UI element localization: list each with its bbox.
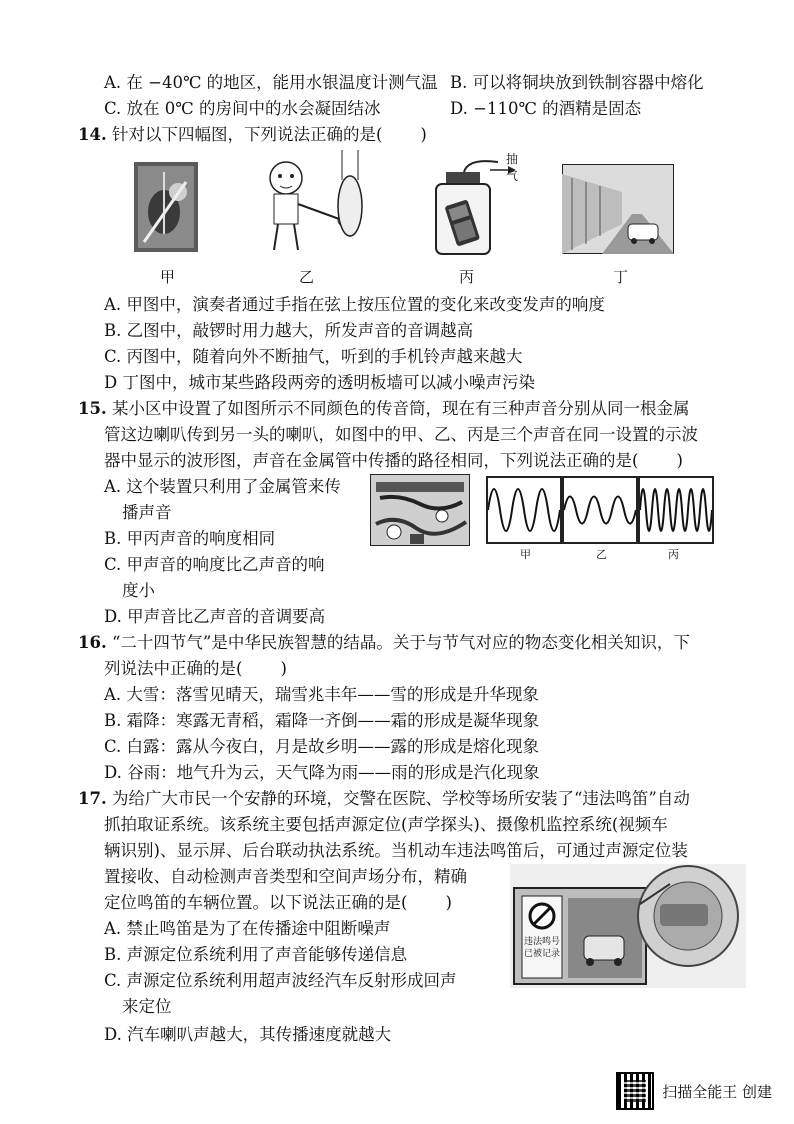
q13-option-d: D. −110℃ 的酒精是固态 xyxy=(450,99,642,118)
honk-sign-text: 违法鸣号 已被记录 xyxy=(524,937,561,959)
scanner-watermark xyxy=(616,1072,772,1110)
q17-stem-end: ) xyxy=(445,893,452,912)
q13-option-b: B. 可以将铜块放到铁制容器中熔化 xyxy=(450,73,704,92)
q14-option-d: D 丁图中，城市某些路段两旁的透明板墙可以减小噪声污染 xyxy=(104,373,535,392)
q15-stem-1 xyxy=(78,398,689,420)
q17-number: 17. xyxy=(78,789,107,808)
qr-code-icon xyxy=(616,1072,654,1110)
q15-number: 15. xyxy=(78,399,107,418)
q17-stem-5 xyxy=(104,892,452,914)
q16-stem-text-2: 列说法中正确的是( xyxy=(104,659,243,678)
q14-option-a: A. 甲图中，演奏者通过手指在弦上按压位置的变化来改变发声的响度 xyxy=(104,295,605,314)
q14-option-c: C. 丙图中，随着向外不断抽气，听到的手机铃声越来越大 xyxy=(104,347,523,366)
wave-bing-image xyxy=(640,478,712,542)
q13-option-a: A. 在 −40℃ 的地区，能用水银温度计测气温 xyxy=(104,73,438,92)
q17-stem-2: 抓拍取证系统。该系统主要包括声源定位(声学探头)、摄像机监控系统(视频车 xyxy=(104,815,668,834)
q14-image-jia xyxy=(134,162,198,252)
q16-option-b: B. 霜降：寒露无青稻，霜降一齐倒——霜的形成是凝华现象 xyxy=(104,711,540,730)
q14-image-bing xyxy=(428,152,528,256)
q16-stem-end: ) xyxy=(280,659,287,678)
q17-stem-text-5: 定位鸣笛的车辆位置。以下说法正确的是( xyxy=(104,893,408,912)
q14-number: 14. xyxy=(78,125,107,144)
q17-stem-3: 辆识别)、显示屏、后台联动执法系统。当机动车违法鸣笛后，可通过声源定位装 xyxy=(104,841,688,860)
q13-option-c: C. 放在 0℃ 的房间中的水会凝固结冰 xyxy=(104,99,381,118)
q17-honk-camera-photo xyxy=(510,864,746,988)
q14-stem-text: 针对以下四幅图，下列说法正确的是( xyxy=(111,125,383,144)
wave-bing-panel xyxy=(638,476,714,544)
q15-stem-text-3: 器中显示的波形图，声音在金属管中传播的路径相同，下列说法正确的是( xyxy=(104,451,639,470)
speaking-tube-image xyxy=(370,474,470,546)
q16-stem-2 xyxy=(104,658,287,680)
q15-option-b: B. 甲丙声音的响度相同 xyxy=(104,529,276,548)
q14-option-b: B. 乙图中，敲锣时用力越大，所发声音的音调越高 xyxy=(104,321,474,340)
q15-option-a-1: A. 这个装置只利用了金属管来传 xyxy=(104,477,341,496)
q15-option-c-1: C. 甲声音的响度比乙声音的响 xyxy=(104,555,325,574)
q16-number: 16. xyxy=(78,633,107,652)
wave-label-jia: 甲 xyxy=(520,548,531,561)
q17-option-c-2: 来定位 xyxy=(122,997,172,1016)
wave-jia-image xyxy=(488,478,560,542)
gong-striker-image xyxy=(262,150,372,256)
q16-stem-1 xyxy=(78,632,690,654)
wave-yi-panel xyxy=(562,476,638,544)
q15-option-c-2: 度小 xyxy=(122,581,155,600)
q17-stem-text-1: 为给广大市民一个安静的环境，交警在医院、学校等场所安装了“违法鸣笛”自动 xyxy=(111,789,690,808)
q16-option-c: C. 白露：露从今夜白，月是故乡明——露的形成是熔化现象 xyxy=(104,737,540,756)
q15-stem-end: ) xyxy=(676,451,683,470)
q16-stem-text-1: “二十四节气”是中华民族智慧的结晶。关于与节气对应的物态变化相关知识，下 xyxy=(111,633,690,652)
q14-image-yi xyxy=(262,150,372,256)
q17-option-d: D. 汽车喇叭声越大，其传播速度就越大 xyxy=(104,1025,392,1044)
q16-option-a: A. 大雪：落雪见晴天，瑞雪兆丰年——雪的形成是升华现象 xyxy=(104,685,539,704)
q15-option-d: D. 甲声音比乙声音的音调要高 xyxy=(104,607,326,626)
q17-option-a: A. 禁止鸣笛是为了在传播途中阻断噪声 xyxy=(104,919,391,938)
q17-stem-1 xyxy=(78,788,690,810)
q15-option-a-2: 播声音 xyxy=(122,503,172,522)
q14-image-ding xyxy=(562,164,674,254)
pipa-player-image xyxy=(134,162,198,252)
wave-jia-panel xyxy=(486,476,562,544)
q15-stem-3 xyxy=(104,450,683,472)
wave-yi-image xyxy=(564,478,636,542)
q14-label-jia: 甲 xyxy=(160,268,176,286)
honk-capture-image xyxy=(510,864,746,988)
wave-label-yi: 乙 xyxy=(596,548,607,561)
q16-option-d: D. 谷雨：地气升为云，天气降为雨——雨的形成是汽化现象 xyxy=(104,763,540,782)
q17-option-c-1: C. 声源定位系统利用超声波经汽车反射形成回声 xyxy=(104,971,457,990)
q15-stem-text-1: 某小区中设置了如图所示不同颜色的传音筒，现在有三种声音分别从同一根金属 xyxy=(111,399,690,418)
q14-stem-end: ) xyxy=(420,125,427,144)
pump-label: 抽气 xyxy=(506,152,519,183)
scanner-watermark-text: 扫描全能王 创建 xyxy=(662,1082,772,1101)
q14-label-bing: 丙 xyxy=(459,268,475,286)
q15-stem-2: 管这边喇叭传到另一头的喇叭，如图中的甲、乙、丙是三个声音在同一设置的示波 xyxy=(104,425,698,444)
noise-barrier-road-image xyxy=(562,164,674,254)
wave-label-bing: 丙 xyxy=(668,548,679,561)
q17-option-b: B. 声源定位系统利用了声音能够传递信息 xyxy=(104,945,408,964)
q14-stem xyxy=(78,124,427,146)
q14-label-yi: 乙 xyxy=(299,268,315,286)
q14-label-ding: 丁 xyxy=(613,268,629,286)
q17-stem-4: 置接收、自动检测声音类型和空间声场分布，精确 xyxy=(104,867,467,886)
q15-tube-photo xyxy=(370,474,470,546)
